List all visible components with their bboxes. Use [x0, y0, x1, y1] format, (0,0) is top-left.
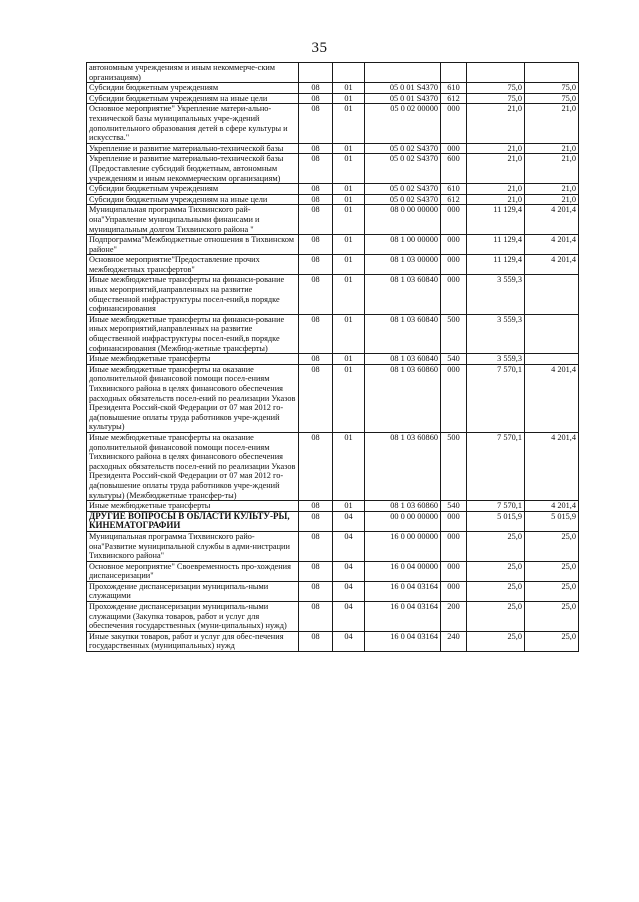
row-name: Субсидии бюджетным учреждениям — [87, 83, 299, 94]
amount-second: 21,0 — [525, 104, 579, 143]
target-article-code: 08 1 03 60860 — [365, 364, 441, 432]
amount-second: 25,0 — [525, 561, 579, 581]
row-name: Основное мероприятие" Укрепление матери-ально-технической базы муниципальных учре-ждений дополнительного образования детей в сфере культуры и искусства." — [87, 104, 299, 143]
row-name: Иные межбюджетные трансферты на финанси-рование иных мероприятий,направленных на развитие общественной инфраструктуры посел-ений,в порядке софинансирования — [87, 275, 299, 314]
subsection-code: 01 — [333, 194, 365, 205]
subsection-code: 01 — [333, 364, 365, 432]
amount-second: 4 201,4 — [525, 501, 579, 512]
section-code: 08 — [299, 194, 333, 205]
table-row — [87, 184, 579, 195]
subsection-code — [333, 63, 365, 83]
table-row — [87, 511, 579, 531]
section-code: 08 — [299, 561, 333, 581]
table-row — [87, 354, 579, 365]
target-article-code: 08 1 03 60860 — [365, 501, 441, 512]
expense-type-code: 000 — [441, 235, 467, 255]
subsection-code: 04 — [333, 581, 365, 601]
table-row — [87, 501, 579, 512]
row-name: Муниципальная программа Тихвинского райо-она"Развитие муниципальной службы в адми-нистрации Тихвинского района" — [87, 531, 299, 561]
amount-total: 25,0 — [467, 581, 525, 601]
amount-second: 25,0 — [525, 531, 579, 561]
expense-type-code: 000 — [441, 104, 467, 143]
expense-type-code: 000 — [441, 561, 467, 581]
target-article-code: 00 0 00 00000 — [365, 511, 441, 531]
subsection-code: 04 — [333, 602, 365, 632]
section-code: 08 — [299, 184, 333, 195]
page-number: 35 — [311, 40, 328, 56]
table-row — [87, 235, 579, 255]
table-row — [87, 275, 579, 314]
subsection-code: 04 — [333, 631, 365, 651]
expense-type-code: 000 — [441, 255, 467, 275]
row-name: Подпрограмма"Межбюджетные отношения в Тихвинском районе" — [87, 235, 299, 255]
amount-total: 3 559,3 — [467, 354, 525, 365]
amount-second: 4 201,4 — [525, 205, 579, 235]
subsection-code: 01 — [333, 154, 365, 184]
subsection-code: 04 — [333, 561, 365, 581]
section-code: 08 — [299, 104, 333, 143]
table-row — [87, 581, 579, 601]
table-row — [87, 143, 579, 154]
row-name: ДРУГИЕ ВОПРОСЫ В ОБЛАСТИ КУЛЬТУ-РЫ, КИНЕМАТОГРАФИИ — [87, 511, 299, 531]
amount-second: 4 201,4 — [525, 432, 579, 500]
table-row — [87, 205, 579, 235]
subsection-code: 01 — [333, 104, 365, 143]
table-row — [87, 194, 579, 205]
target-article-code: 16 0 04 03164 — [365, 602, 441, 632]
subsection-code: 01 — [333, 275, 365, 314]
row-name: Субсидии бюджетным учреждениям — [87, 184, 299, 195]
table-row — [87, 602, 579, 632]
expense-type-code: 612 — [441, 194, 467, 205]
section-code: 08 — [299, 83, 333, 94]
target-article-code: 05 0 02 S4370 — [365, 184, 441, 195]
section-code: 08 — [299, 275, 333, 314]
row-name: Укрепление и развитие материально-технической базы (Предоставление субсидий бюджетным, автономным учреждениям и иным некоммерческим организациям) — [87, 154, 299, 184]
expense-type-code — [441, 63, 467, 83]
amount-second — [525, 314, 579, 353]
section-code: 08 — [299, 364, 333, 432]
subsection-code: 04 — [333, 511, 365, 531]
amount-total: 21,0 — [467, 154, 525, 184]
subsection-code: 04 — [333, 531, 365, 561]
section-code: 08 — [299, 354, 333, 365]
section-code: 08 — [299, 531, 333, 561]
section-code: 08 — [299, 501, 333, 512]
row-name: автономным учреждениям и иным некоммерче-ским организациям) — [87, 63, 299, 83]
amount-second: 21,0 — [525, 194, 579, 205]
target-article-code: 05 0 01 S4370 — [365, 83, 441, 94]
expense-type-code: 000 — [441, 581, 467, 601]
amount-second: 75,0 — [525, 83, 579, 94]
target-article-code: 08 1 03 60840 — [365, 314, 441, 353]
amount-total: 21,0 — [467, 194, 525, 205]
subsection-code: 01 — [333, 354, 365, 365]
section-code: 08 — [299, 143, 333, 154]
amount-second: 25,0 — [525, 631, 579, 651]
table-row — [87, 432, 579, 500]
amount-total: 11 129,4 — [467, 205, 525, 235]
amount-total: 3 559,3 — [467, 275, 525, 314]
section-code: 08 — [299, 631, 333, 651]
section-code: 08 — [299, 581, 333, 601]
amount-second: 25,0 — [525, 581, 579, 601]
amount-second: 4 201,4 — [525, 255, 579, 275]
table-row — [87, 104, 579, 143]
amount-total: 25,0 — [467, 531, 525, 561]
table-row — [87, 531, 579, 561]
expense-type-code: 000 — [441, 364, 467, 432]
expense-type-code: 000 — [441, 511, 467, 531]
table-row — [87, 364, 579, 432]
subsection-code: 01 — [333, 235, 365, 255]
table-row — [87, 631, 579, 651]
target-article-code: 16 0 04 00000 — [365, 561, 441, 581]
expense-type-code: 610 — [441, 184, 467, 195]
section-code: 08 — [299, 255, 333, 275]
subsection-code: 01 — [333, 314, 365, 353]
subsection-code: 01 — [333, 143, 365, 154]
amount-total: 5 015,9 — [467, 511, 525, 531]
expense-type-code: 600 — [441, 154, 467, 184]
subsection-code: 01 — [333, 432, 365, 500]
target-article-code: 08 1 03 60840 — [365, 354, 441, 365]
expense-type-code: 540 — [441, 501, 467, 512]
target-article-code: 16 0 00 00000 — [365, 531, 441, 561]
target-article-code: 05 0 02 00000 — [365, 104, 441, 143]
row-name: Иные межбюджетные трансферты — [87, 354, 299, 365]
target-article-code: 08 1 03 60860 — [365, 432, 441, 500]
target-article-code — [365, 63, 441, 83]
expense-type-code: 500 — [441, 314, 467, 353]
section-code: 08 — [299, 205, 333, 235]
amount-total: 21,0 — [467, 104, 525, 143]
amount-second: 4 201,4 — [525, 364, 579, 432]
target-article-code: 08 1 03 00000 — [365, 255, 441, 275]
amount-second: 75,0 — [525, 93, 579, 104]
row-name: Прохождение диспансеризации муниципаль-ными служащими (Закупка товаров, работ и услуг для обеспечения государственных (муни-ципальных) нужд) — [87, 602, 299, 632]
target-article-code: 05 0 01 S4370 — [365, 93, 441, 104]
amount-total — [467, 63, 525, 83]
row-name: Основное мероприятие" Своевременность про-хождения диспансеризации" — [87, 561, 299, 581]
table-body — [87, 63, 579, 652]
amount-second: 4 201,4 — [525, 235, 579, 255]
amount-total: 75,0 — [467, 93, 525, 104]
amount-second: 25,0 — [525, 602, 579, 632]
row-name: Прохождение диспансеризации муниципаль-ными служащими — [87, 581, 299, 601]
row-name: Иные закупки товаров, работ и услуг для обес-печения государственных (муниципальных) нужд — [87, 631, 299, 651]
target-article-code: 05 0 02 S4370 — [365, 154, 441, 184]
section-code: 08 — [299, 432, 333, 500]
row-name: Субсидии бюджетным учреждениям на иные цели — [87, 93, 299, 104]
amount-total: 21,0 — [467, 184, 525, 195]
amount-second: 5 015,9 — [525, 511, 579, 531]
expense-type-code: 000 — [441, 143, 467, 154]
row-name: Иные межбюджетные трансферты на финанси-рование иных мероприятий,направленных на развитие общественной инфраструктуры посел-ений,в порядке софинансирования (Межбюд-жетные трансферты) — [87, 314, 299, 353]
amount-total: 25,0 — [467, 631, 525, 651]
table-row — [87, 561, 579, 581]
amount-total: 11 129,4 — [467, 255, 525, 275]
table-row — [87, 83, 579, 94]
expense-type-code: 000 — [441, 531, 467, 561]
expense-type-code: 500 — [441, 432, 467, 500]
row-name: Укрепление и развитие материально-технической базы — [87, 143, 299, 154]
amount-total: 7 570,1 — [467, 364, 525, 432]
target-article-code: 08 1 03 60840 — [365, 275, 441, 314]
amount-second: 21,0 — [525, 143, 579, 154]
target-article-code: 16 0 04 03164 — [365, 581, 441, 601]
expense-type-code: 000 — [441, 205, 467, 235]
amount-total: 25,0 — [467, 602, 525, 632]
section-code: 08 — [299, 154, 333, 184]
row-name: Иные межбюджетные трансферты на оказание дополнительной финансовой помощи посел-ениям Тихвинского района в целях финансового обеспечения расходных обязательств посел-ений по реализации Указов Президента Россий-ской Федерации от 07 мая 2012 го-да(повышение оплаты труда работников учре-ждений культуры) — [87, 364, 299, 432]
section-code: 08 — [299, 314, 333, 353]
subsection-code: 01 — [333, 184, 365, 195]
row-name: Основное мероприятие"Предоставление прочих межбюджетных трансфертов" — [87, 255, 299, 275]
subsection-code: 01 — [333, 501, 365, 512]
expense-type-code: 540 — [441, 354, 467, 365]
table-row — [87, 255, 579, 275]
row-name: Иные межбюджетные трансферты на оказание дополнительной финансовой помощи посел-ениям Тихвинского района в целях финансового обеспечения расходных обязательств посел-ений по реализации Указов Президента Россий-ской Федерации от 07 мая 2012 го-да(повышение оплаты труда работников учре-ждений культуры) (Межбюджетные трансфер-ты) — [87, 432, 299, 500]
budget-table — [86, 62, 579, 652]
subsection-code: 01 — [333, 93, 365, 104]
target-article-code: 05 0 02 S4370 — [365, 143, 441, 154]
amount-total: 7 570,1 — [467, 432, 525, 500]
target-article-code: 08 1 00 00000 — [365, 235, 441, 255]
row-name: Муниципальная программа Тихвинского рай-она"Управление муниципальными финансами и муниципальным долгом Тихвинского района " — [87, 205, 299, 235]
expense-type-code: 200 — [441, 602, 467, 632]
amount-total: 11 129,4 — [467, 235, 525, 255]
section-code: 08 — [299, 511, 333, 531]
amount-second: 21,0 — [525, 184, 579, 195]
amount-total: 7 570,1 — [467, 501, 525, 512]
table-row — [87, 93, 579, 104]
amount-total: 21,0 — [467, 143, 525, 154]
table-row — [87, 63, 579, 83]
amount-total: 3 559,3 — [467, 314, 525, 353]
target-article-code: 08 0 00 00000 — [365, 205, 441, 235]
expense-type-code: 000 — [441, 275, 467, 314]
expense-type-code: 612 — [441, 93, 467, 104]
section-code: 08 — [299, 93, 333, 104]
subsection-code: 01 — [333, 255, 365, 275]
amount-second — [525, 63, 579, 83]
section-code: 08 — [299, 235, 333, 255]
expense-type-code: 610 — [441, 83, 467, 94]
target-article-code: 16 0 04 03164 — [365, 631, 441, 651]
amount-total: 75,0 — [467, 83, 525, 94]
section-code: 08 — [299, 602, 333, 632]
amount-total: 25,0 — [467, 561, 525, 581]
table-row — [87, 154, 579, 184]
amount-second: 21,0 — [525, 154, 579, 184]
row-name: Иные межбюджетные трансферты — [87, 501, 299, 512]
section-code — [299, 63, 333, 83]
amount-second — [525, 275, 579, 314]
target-article-code: 05 0 02 S4370 — [365, 194, 441, 205]
amount-second — [525, 354, 579, 365]
subsection-code: 01 — [333, 205, 365, 235]
row-name: Субсидии бюджетным учреждениям на иные цели — [87, 194, 299, 205]
expense-type-code: 240 — [441, 631, 467, 651]
subsection-code: 01 — [333, 83, 365, 94]
table-row — [87, 314, 579, 353]
